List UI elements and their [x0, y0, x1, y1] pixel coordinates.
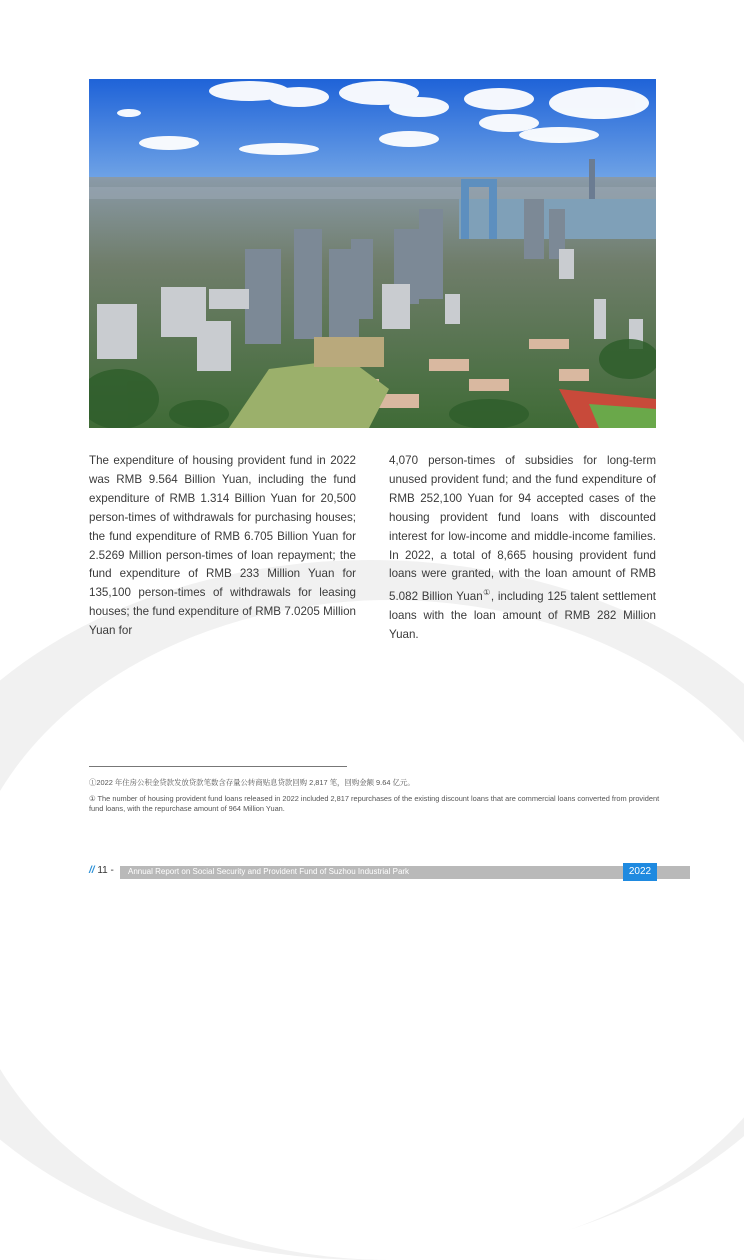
body-text-left: The expenditure of housing provident fund in 2022 was RMB 9.564 Billion Yuan, including the fund expenditure of RMB 1.314 Billion Yuan for 20,500 person-times of withdrawals for purchasing houses; the fund expenditure of RMB 6.705 Billion Yuan for 2.5269 Million person-times of loan repayment; the fund expenditure of RMB 233 Million Yuan for 135,100 person-times of withdrawals for leasing houses; the fund expenditure of RMB 7.0205 Million Yuan for [89, 454, 356, 638]
footnote-chinese: ①2022 年住房公积金贷款发放贷款笔数含存量公转商贴息贷款回购 2,817 笔，回购金额 9.64 亿元。 [89, 778, 415, 787]
year-badge: 2022 [623, 863, 657, 881]
page-number: 11 [97, 865, 108, 876]
background-arc-inner [0, 600, 744, 1260]
footer-report-title: Annual Report on Social Security and Provident Fund of Suzhou Industrial Park [128, 867, 410, 876]
body-text-right [389, 452, 656, 645]
footnote-divider [89, 766, 347, 767]
footer-separator: - [110, 865, 114, 876]
aerial-city-photo [89, 79, 656, 428]
body-text-right-part1: 4,070 person-times of subsidies for long-term unused provident fund; and the fund expenditure of RMB 252,100 Yuan for 94 accepted cases of the housing provident fund loans with discounted interest for low-income and middle-income families. In 2022, a total of 8,665 housing provident fund loans were granted, with the loan amount of RMB 5.082 Billion Yuan [389, 454, 656, 604]
body-text-right-part2: , including 125 talent settlement loans with the loan amount of RMB 282 Million Yuan. [389, 590, 657, 642]
footer-page-number [89, 865, 114, 876]
footer-slash: // [89, 865, 95, 876]
footnote-english: ① The number of housing provident fund loans released in 2022 included 2,817 repurchases of the existing discount loans that are commercial loans converted from provident fund loans, with the repurchase amount of 964 Million Yuan. [89, 794, 660, 813]
footnote-reference-mark[interactable]: ① [482, 588, 491, 598]
